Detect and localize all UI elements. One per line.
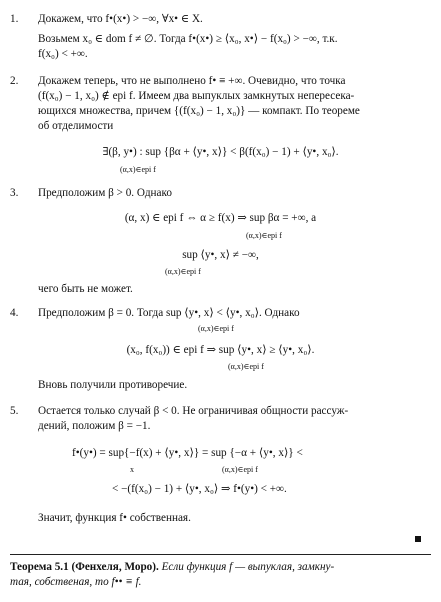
- formula-subscript: x: [130, 465, 134, 474]
- theorem-heading: Теорема 5.1 (Фенхеля, Моро).: [10, 561, 159, 573]
- qed-square: [415, 536, 421, 542]
- item-text-line: Предположим β = 0. Тогда sup ⟨y•, x⟩ < ⟨y•, x₀⟩. Однако: [38, 307, 300, 319]
- item-number: 2.: [10, 75, 19, 87]
- theorem-body: тая, собственая, то f•• ≡ f.: [10, 576, 142, 588]
- formula-subscript: (α,x)∈epi f: [198, 324, 234, 333]
- display-formula: f•(y•) = sup{−f(x) + ⟨y•, x⟩} = sup {−α + ⟨y•, x⟩} <: [72, 447, 303, 459]
- item-text-line: Предположим β > 0. Однако: [38, 187, 172, 199]
- item-text-line: (f(x₀) − 1, x₀) ∉ epi f. Имеем два выпуклых замкнутых непересека-: [38, 90, 355, 102]
- item-text-line: Вновь получили противоречие.: [38, 379, 188, 391]
- display-formula: (α, x) ∈ epi f ⇔ α ≥ f(x) ⇒ sup βα = +∞, а: [124, 212, 317, 224]
- display-formula: < −(f(x₀) − 1) + ⟨y•, x₀⟩ ⇒ f•(y•) < +∞.: [112, 483, 287, 495]
- theorem-statement: [10, 560, 431, 590]
- section-divider: [10, 554, 431, 555]
- item-text-line: Докажем, что f•(x•) > −∞, ∀x• ∈ X.: [38, 13, 203, 25]
- item-number: 4.: [10, 307, 19, 319]
- item-text-line: об отделимости: [38, 120, 114, 132]
- item-number: 1.: [10, 13, 19, 25]
- item-text-line: ющихся множества, причем {(f(x₀) − 1, x₀)} — компакт. По теореме: [38, 105, 360, 117]
- formula-subscript: (α,x)∈epi f: [120, 165, 156, 174]
- item-text-line: Докажем теперь, что не выполнено f• ≡ +∞. Очевидно, что точка: [38, 75, 346, 87]
- theorem-body: Если функция f — выпуклая, замкну-: [161, 561, 335, 573]
- item-text-line: дений, положим β = −1.: [38, 420, 151, 432]
- item-text-line: Возьмем x₀ ∈ dom f ≠ ∅. Тогда f•(x•) ≥ ⟨x₀, x•⟩ − f(x₀) > −∞, т.к.: [38, 33, 338, 45]
- item-text-line: Остается только случай β < 0. Не ограничивая общности рассуж-: [38, 405, 349, 417]
- formula-subscript: (α,x)∈epi f: [246, 231, 282, 240]
- formula-subscript: (α,x)∈epi f: [165, 267, 201, 276]
- display-formula: ∃(β, y•) : sup {βα + ⟨y•, x⟩} < β(f(x₀) − 1) + ⟨y•, x₀⟩.: [102, 146, 339, 158]
- display-formula: sup ⟨y•, x⟩ ≠ −∞,: [182, 249, 259, 261]
- item-number: 5.: [10, 405, 19, 417]
- item-text-line: чего быть не может.: [38, 283, 133, 295]
- formula-subscript: (α,x)∈epi f: [228, 362, 264, 371]
- item-number: 3.: [10, 187, 19, 199]
- item-text-line: Значит, функция f• собственная.: [38, 512, 191, 524]
- display-formula: (x₀, f(x₀)) ∈ epi f ⇒ sup ⟨y•, x⟩ ≥ ⟨y•, x₀⟩.: [126, 344, 315, 356]
- formula-subscript: (α,x)∈epi f: [222, 465, 258, 474]
- item-text-line: f(x₀) < +∞.: [38, 48, 88, 60]
